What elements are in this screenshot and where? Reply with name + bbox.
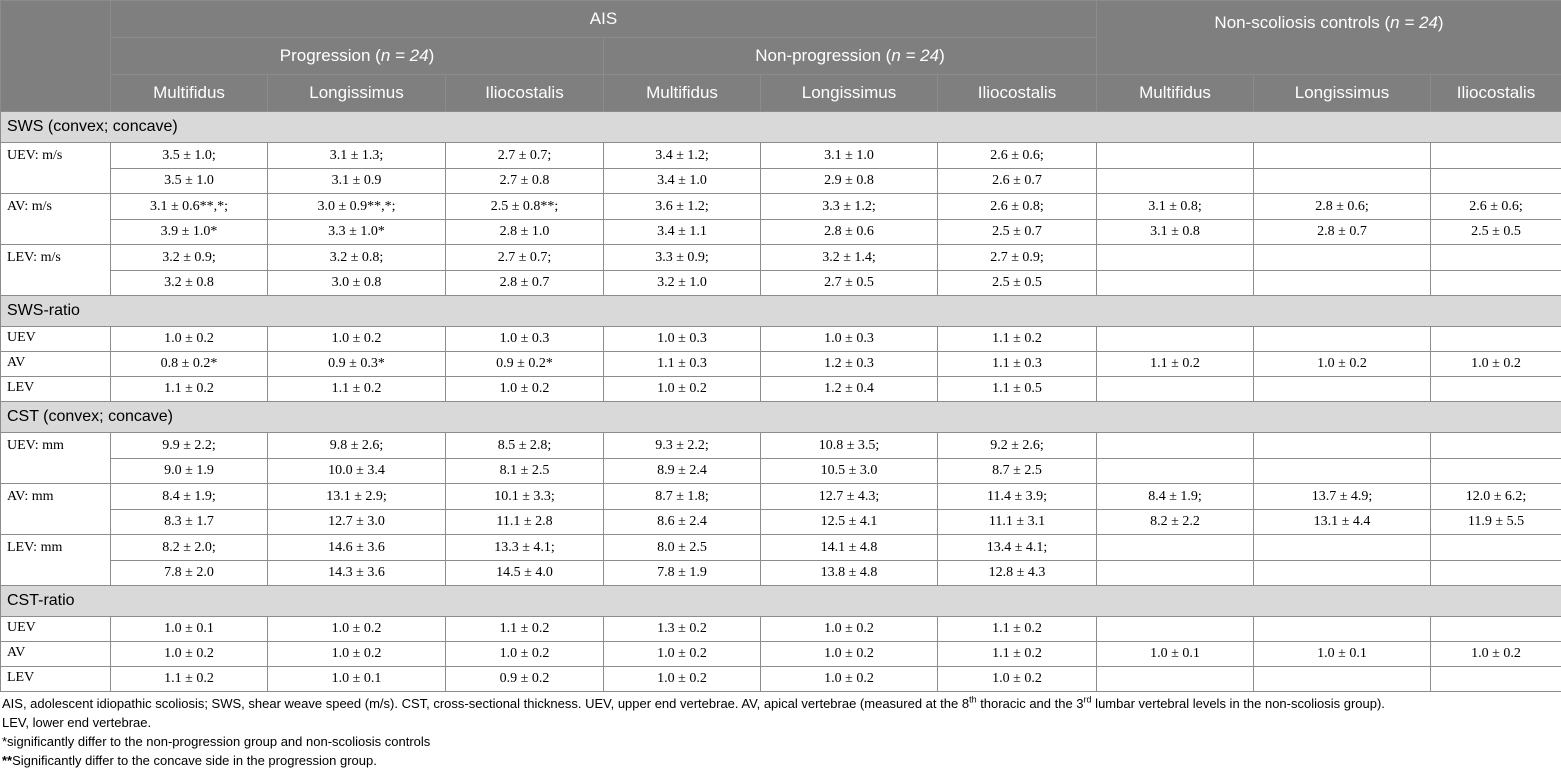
value-cell-concave: 3.3 ± 1.0* [268,220,446,245]
value-cell-convex: 3.1 ± 0.8; [1097,194,1254,220]
row-label: AV: m/s [1,194,111,245]
value-cell [1431,327,1561,352]
value-cell-convex: 9.2 ± 2.6; [938,433,1097,459]
value-cell-convex: 2.6 ± 0.6; [938,143,1097,169]
value-cell: 1.1 ± 0.2 [111,667,268,692]
value-cell-convex: 8.4 ± 1.9; [1097,484,1254,510]
value-cell-convex [1097,143,1254,169]
value-cell-concave: 12.7 ± 3.0 [268,510,446,535]
value-cell: 1.1 ± 0.2 [938,642,1097,667]
value-cell: 1.0 ± 0.2 [604,377,761,402]
value-cell-convex: 2.7 ± 0.7; [446,245,604,271]
value-cell: 1.2 ± 0.4 [761,377,938,402]
table-row [1,484,1561,510]
value-cell: 0.9 ± 0.3* [268,352,446,377]
value-cell: 1.0 ± 0.2 [111,642,268,667]
value-cell: 1.0 ± 0.1 [111,617,268,642]
value-cell: 1.0 ± 0.2 [1431,352,1561,377]
table-row [1,510,1561,535]
value-cell-convex: 9.9 ± 2.2; [111,433,268,459]
value-cell-convex [1254,143,1431,169]
value-cell-concave: 2.5 ± 0.5 [938,271,1097,296]
value-cell-convex [1097,433,1254,459]
value-cell: 0.9 ± 0.2 [446,667,604,692]
value-cell-concave [1097,169,1254,194]
value-cell-convex: 2.5 ± 0.8**; [446,194,604,220]
value-cell-concave: 11.9 ± 5.5 [1431,510,1561,535]
value-cell-convex: 10.1 ± 3.3; [446,484,604,510]
value-cell-concave: 2.8 ± 0.7 [1254,220,1431,245]
nonprogression-label: Non-progression [755,46,881,65]
value-cell-concave: 7.8 ± 2.0 [111,561,268,586]
value-cell [1097,377,1254,402]
value-cell: 1.0 ± 0.1 [1254,642,1431,667]
nonprogression-header: Non-progression (n = 24) [604,38,1097,75]
value-cell-concave [1097,459,1254,484]
value-cell: 1.0 ± 0.2 [761,642,938,667]
value-cell-convex: 3.1 ± 1.3; [268,143,446,169]
value-cell [1097,617,1254,642]
value-cell-concave: 11.1 ± 3.1 [938,510,1097,535]
value-cell-concave: 8.7 ± 2.5 [938,459,1097,484]
muscle-header: Iliocostalis [446,75,604,112]
table-row [1,194,1561,220]
value-cell-concave: 13.8 ± 4.8 [761,561,938,586]
value-cell-concave [1431,459,1561,484]
row-label: LEV [1,667,111,692]
table-footnotes [2,694,1560,770]
value-cell-convex [1097,245,1254,271]
value-cell-convex: 2.8 ± 0.6; [1254,194,1431,220]
value-cell: 1.2 ± 0.3 [761,352,938,377]
value-cell: 1.0 ± 0.3 [761,327,938,352]
table-row [1,271,1561,296]
value-cell-concave: 8.9 ± 2.4 [604,459,761,484]
value-cell-concave: 2.7 ± 0.5 [761,271,938,296]
value-cell-convex: 10.8 ± 3.5; [761,433,938,459]
value-cell-convex: 3.1 ± 1.0 [761,143,938,169]
value-cell-concave: 10.5 ± 3.0 [761,459,938,484]
value-cell-concave [1431,271,1561,296]
value-cell-convex: 2.7 ± 0.9; [938,245,1097,271]
value-cell-concave: 3.1 ± 0.9 [268,169,446,194]
value-cell-concave: 12.5 ± 4.1 [761,510,938,535]
value-cell-convex [1254,535,1431,561]
progression-n: n = 24 [380,46,429,65]
value-cell-concave: 2.5 ± 0.7 [938,220,1097,245]
value-cell-convex [1431,245,1561,271]
value-cell: 1.0 ± 0.2 [111,327,268,352]
value-cell-concave [1254,561,1431,586]
value-cell: 1.0 ± 0.2 [761,617,938,642]
footnote-single-asterisk: *significantly differ to the non-progression group and non-scoliosis controls [2,734,431,749]
value-cell: 1.0 ± 0.2 [446,377,604,402]
muscle-header: Multifidus [604,75,761,112]
value-cell: 1.0 ± 0.3 [604,327,761,352]
value-cell: 1.1 ± 0.2 [268,377,446,402]
value-cell-convex: 14.6 ± 3.6 [268,535,446,561]
value-cell: 0.9 ± 0.2* [446,352,604,377]
value-cell-concave: 2.8 ± 0.6 [761,220,938,245]
value-cell-concave: 9.0 ± 1.9 [111,459,268,484]
footnote-abbreviations: AIS, adolescent idiopathic scoliosis; SWS, shear weave speed (m/s). CST, cross-sectional thickness. UEV, upper end vertebrae. AV, apical vertebrae (measured at the 8th thoracic and the 3rd lumbar vertebral levels in the non-scoliosis group). [2,694,1385,711]
value-cell [1254,377,1431,402]
value-cell-concave: 3.4 ± 1.1 [604,220,761,245]
value-cell-convex: 3.3 ± 0.9; [604,245,761,271]
value-cell [1254,667,1431,692]
value-cell-convex [1431,433,1561,459]
value-cell-concave: 14.3 ± 3.6 [268,561,446,586]
value-cell-convex: 2.6 ± 0.6; [1431,194,1561,220]
value-cell-concave: 8.6 ± 2.4 [604,510,761,535]
value-cell-concave: 2.8 ± 0.7 [446,271,604,296]
table-row [1,143,1561,169]
value-cell-convex: 14.1 ± 4.8 [761,535,938,561]
value-cell-convex: 3.3 ± 1.2; [761,194,938,220]
table-row [1,220,1561,245]
value-cell: 1.0 ± 0.2 [938,667,1097,692]
table-row [1,433,1561,459]
table-row [1,561,1561,586]
value-cell-convex [1254,433,1431,459]
table-row [1,535,1561,561]
value-cell-concave [1254,169,1431,194]
section-title: CST (convex; concave) [1,402,1561,433]
value-cell-convex: 9.3 ± 2.2; [604,433,761,459]
controls-n: n = 24 [1390,13,1438,32]
value-cell-concave: 12.8 ± 4.3 [938,561,1097,586]
value-cell: 1.0 ± 0.2 [268,327,446,352]
value-cell: 1.1 ± 0.3 [938,352,1097,377]
muscle-header: Longissimus [268,75,446,112]
value-cell: 1.0 ± 0.2 [446,642,604,667]
table-row [1,642,1561,667]
value-cell: 1.0 ± 0.2 [761,667,938,692]
value-cell-convex: 13.4 ± 4.1; [938,535,1097,561]
muscle-header: Multifidus [111,75,268,112]
value-cell-convex: 13.1 ± 2.9; [268,484,446,510]
value-cell-convex [1097,535,1254,561]
table-row [1,327,1561,352]
value-cell [1254,327,1431,352]
value-cell-concave: 10.0 ± 3.4 [268,459,446,484]
controls-label: Non-scoliosis controls [1214,13,1380,32]
value-cell: 1.0 ± 0.2 [1431,642,1561,667]
value-cell-concave: 3.0 ± 0.8 [268,271,446,296]
value-cell-concave: 3.2 ± 0.8 [111,271,268,296]
value-cell-convex: 8.2 ± 2.0; [111,535,268,561]
value-cell: 1.1 ± 0.2 [111,377,268,402]
value-cell: 1.0 ± 0.1 [1097,642,1254,667]
value-cell-concave: 11.1 ± 2.8 [446,510,604,535]
value-cell-concave: 3.5 ± 1.0 [111,169,268,194]
muscle-header: Longissimus [1254,75,1431,112]
value-cell: 1.0 ± 0.2 [1254,352,1431,377]
row-label: UEV: mm [1,433,111,484]
ais-header: AIS [111,1,1097,38]
value-cell-concave [1431,561,1561,586]
muscle-header: Multifidus [1097,75,1254,112]
value-cell: 0.8 ± 0.2* [111,352,268,377]
value-cell-convex: 12.7 ± 4.3; [761,484,938,510]
table-row [1,617,1561,642]
value-cell-convex: 8.7 ± 1.8; [604,484,761,510]
section-title: SWS (convex; concave) [1,112,1561,143]
value-cell-concave: 2.5 ± 0.5 [1431,220,1561,245]
value-cell: 1.3 ± 0.2 [604,617,761,642]
nonprogression-n: n = 24 [891,46,940,65]
value-cell-concave: 8.3 ± 1.7 [111,510,268,535]
value-cell [1431,667,1561,692]
value-cell: 1.1 ± 0.2 [1097,352,1254,377]
value-cell-convex: 3.5 ± 1.0; [111,143,268,169]
muscle-header: Longissimus [761,75,938,112]
table-row [1,667,1561,692]
value-cell-concave: 8.1 ± 2.5 [446,459,604,484]
value-cell [1431,617,1561,642]
value-cell-concave: 2.9 ± 0.8 [761,169,938,194]
footnote-double-asterisk: **Significantly differ to the concave side in the progression group. [2,753,377,768]
section-row [1,296,1561,327]
value-cell-convex [1431,143,1561,169]
row-label: AV: mm [1,484,111,535]
row-label: LEV: m/s [1,245,111,296]
table-row [1,352,1561,377]
value-cell-convex: 13.7 ± 4.9; [1254,484,1431,510]
value-cell [1254,617,1431,642]
value-cell-concave: 2.7 ± 0.8 [446,169,604,194]
table-row [1,459,1561,484]
value-cell-convex [1431,535,1561,561]
table-row [1,169,1561,194]
value-cell-concave [1254,459,1431,484]
value-cell-convex: 3.1 ± 0.6**,*; [111,194,268,220]
value-cell: 1.0 ± 0.2 [268,617,446,642]
value-cell-convex: 12.0 ± 6.2; [1431,484,1561,510]
muscle-header: Iliocostalis [938,75,1097,112]
value-cell-concave: 2.8 ± 1.0 [446,220,604,245]
value-cell-concave [1097,561,1254,586]
table-row [1,377,1561,402]
value-cell-convex: 8.5 ± 2.8; [446,433,604,459]
value-cell-convex: 2.6 ± 0.8; [938,194,1097,220]
progression-header: Progression (n = 24) [111,38,604,75]
value-cell: 1.0 ± 0.2 [604,642,761,667]
value-cell-concave: 3.2 ± 1.0 [604,271,761,296]
value-cell: 1.1 ± 0.3 [604,352,761,377]
value-cell-convex: 9.8 ± 2.6; [268,433,446,459]
value-cell [1431,377,1561,402]
progression-label: Progression [279,46,371,65]
value-cell-concave [1097,271,1254,296]
table-row [1,245,1561,271]
value-cell-convex: 3.2 ± 1.4; [761,245,938,271]
section-row [1,586,1561,617]
value-cell-concave [1254,271,1431,296]
value-cell-convex: 13.3 ± 4.1; [446,535,604,561]
value-cell: 1.1 ± 0.2 [938,327,1097,352]
corner-cell [1,1,111,112]
value-cell-concave: 14.5 ± 4.0 [446,561,604,586]
value-cell-convex: 3.2 ± 0.9; [111,245,268,271]
value-cell-concave: 13.1 ± 4.4 [1254,510,1431,535]
value-cell-convex: 8.0 ± 2.5 [604,535,761,561]
value-cell-convex: 3.0 ± 0.9**,*; [268,194,446,220]
row-label: UEV [1,327,111,352]
value-cell-convex: 3.4 ± 1.2; [604,143,761,169]
section-title: CST-ratio [1,586,1561,617]
value-cell: 1.1 ± 0.5 [938,377,1097,402]
value-cell-convex [1254,245,1431,271]
value-cell-concave: 3.4 ± 1.0 [604,169,761,194]
value-cell: 1.0 ± 0.2 [268,642,446,667]
row-label: AV [1,352,111,377]
value-cell [1097,327,1254,352]
value-cell: 1.0 ± 0.1 [268,667,446,692]
value-cell-convex: 3.6 ± 1.2; [604,194,761,220]
row-label: AV [1,642,111,667]
value-cell-concave: 8.2 ± 2.2 [1097,510,1254,535]
controls-header: Non-scoliosis controls (n = 24) [1097,1,1561,75]
value-cell-concave: 3.1 ± 0.8 [1097,220,1254,245]
value-cell: 1.1 ± 0.2 [446,617,604,642]
value-cell [1097,667,1254,692]
value-cell-convex: 2.7 ± 0.7; [446,143,604,169]
value-cell-concave: 3.9 ± 1.0* [111,220,268,245]
section-row [1,402,1561,433]
row-label: UEV: m/s [1,143,111,194]
section-title: SWS-ratio [1,296,1561,327]
row-label: UEV [1,617,111,642]
value-cell: 1.1 ± 0.2 [938,617,1097,642]
value-cell-convex: 8.4 ± 1.9; [111,484,268,510]
footnote-lev: LEV, lower end vertebrae. [2,715,152,730]
muscle-header: Iliocostalis [1431,75,1561,112]
section-row [1,112,1561,143]
value-cell-convex: 3.2 ± 0.8; [268,245,446,271]
value-cell-concave: 2.6 ± 0.7 [938,169,1097,194]
value-cell: 1.0 ± 0.3 [446,327,604,352]
value-cell-concave: 7.8 ± 1.9 [604,561,761,586]
value-cell-convex: 11.4 ± 3.9; [938,484,1097,510]
value-cell: 1.0 ± 0.2 [604,667,761,692]
value-cell-concave [1431,169,1561,194]
row-label: LEV: mm [1,535,111,586]
row-label: LEV [1,377,111,402]
